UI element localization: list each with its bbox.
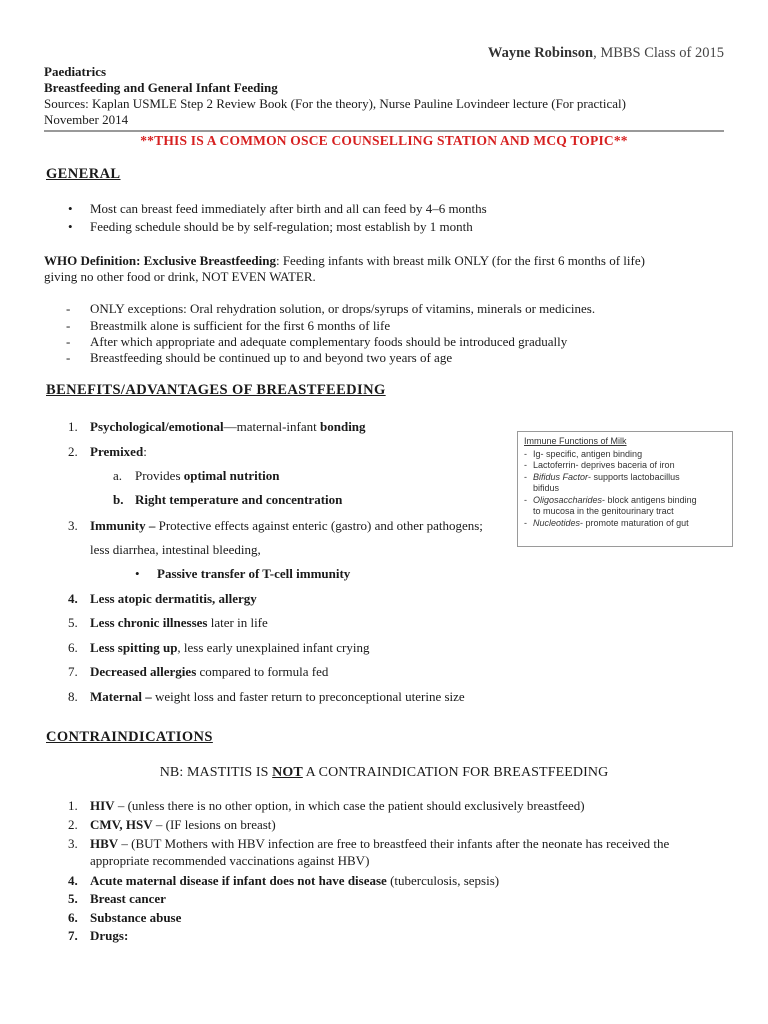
subject-heading: Paediatrics: [44, 64, 107, 79]
contra-item-6: 6.: [68, 910, 78, 925]
benefit-bold: Premixed: [90, 444, 144, 459]
contra-text: – (BUT Mothers with HBV infection are free to breastfeed their infants after the neonate has received the: [118, 836, 670, 851]
contra-text: (tuberculosis, sepsis): [386, 873, 500, 888]
benefit-item-3: 3.: [68, 518, 78, 533]
header-divider: [44, 130, 724, 132]
benefit-item-2-text: [90, 444, 147, 460]
contra-item-4: 4.: [68, 873, 78, 888]
note-text: NB: MASTITIS IS: [159, 765, 273, 780]
benefit-bold: Less spitting up: [90, 640, 178, 655]
benefit-item-8-text: [90, 689, 465, 705]
contra-item-3: 3.: [68, 836, 78, 851]
immune-term: Bifidus Factor: [533, 471, 589, 482]
benefit-item-6: 6.: [68, 640, 78, 655]
note-text: A CONTRAINDICATION FOR BREASTFEEDING: [302, 765, 609, 780]
dash-icon: -: [66, 350, 71, 365]
dash-icon: -: [66, 334, 71, 349]
who-label: WHO Definition: Exclusive Breastfeeding: [44, 253, 276, 268]
general-bullet-1: Most can breast feed immediately after birth and all can feed by 4–6 months: [90, 201, 487, 216]
benefit-item-4-text: Less atopic dermatitis, allergy: [90, 591, 257, 606]
general-dash-1: ONLY exceptions: Oral rehydration solution, or drops/syrups of vitamins, minerals or medicines.: [90, 301, 596, 316]
benefit-item-3-sub: Passive transfer of T-cell immunity: [157, 566, 351, 581]
benefit-item-3-cont: less diarrhea, intestinal bleeding,: [90, 542, 261, 557]
document-title: Breastfeeding and General Infant Feeding: [44, 80, 278, 95]
contra-text: – (IF lesions on breast): [152, 817, 276, 832]
sub-marker-b: b.: [113, 492, 124, 507]
contra-item-2: 2.: [68, 817, 78, 832]
date-line: November 2014: [44, 112, 129, 127]
benefit-item-2a: [135, 468, 279, 484]
osce-banner: **THIS IS A COMMON OSCE COUNSELLING STATION AND MCQ TOPIC**: [140, 133, 628, 148]
general-bullet-2: Feeding schedule should be by self-regulation; most establish by 1 month: [90, 219, 473, 234]
benefit-item-4: 4.: [68, 591, 78, 606]
immune-term: Nucleotides: [533, 517, 581, 528]
contra-item-5: 5.: [68, 891, 78, 906]
contra-item-7: 7.: [68, 928, 78, 943]
contra-item-2-text: [90, 817, 276, 833]
general-heading: GENERAL: [46, 166, 121, 182]
who-definition: [44, 253, 645, 269]
benefit-bold: Psychological/emotional: [90, 419, 224, 434]
sub-marker-a: a.: [113, 468, 123, 483]
immune-row: - Bifidus Factor- supports lactobacillus bifidus: [524, 471, 680, 493]
immune-term: Oligosaccharides: [533, 494, 603, 505]
dash-icon: -: [66, 318, 71, 333]
author-suffix: , MBBS Class of 2015: [593, 45, 724, 61]
bullet-icon: •: [68, 219, 73, 234]
benefit-item-2: 2.: [68, 444, 78, 459]
benefit-item-1: [68, 419, 78, 435]
benefit-text: :: [143, 444, 147, 459]
general-dash-2: Breastmilk alone is sufficient for the first 6 months of life: [90, 318, 391, 333]
benefit-text: weight loss and faster return to preconceptional uterine size: [151, 689, 465, 704]
contra-text: – (unless there is no other option, in which case the patient should exclusively breastfeed): [114, 798, 585, 813]
benefit-item-1-text: [90, 419, 366, 435]
benefit-item-7: 7.: [68, 664, 78, 679]
benefit-bold: Maternal –: [90, 689, 152, 704]
contra-bold: Acute maternal disease if infant does not have disease: [90, 873, 387, 888]
benefit-bold: optimal nutrition: [183, 468, 280, 483]
general-dash-4: Breastfeeding should be continued up to and beyond two years of age: [90, 350, 453, 365]
contraindications-heading: CONTRAINDICATIONS: [46, 729, 213, 745]
benefit-item-3-text: [90, 518, 483, 534]
general-dash-3: After which appropriate and adequate complementary foods should be introduced gradually: [90, 334, 568, 349]
benefit-bold: Immunity –: [90, 518, 156, 533]
benefit-item-6-text: [90, 640, 369, 656]
benefits-heading: BENEFITS/ADVANTAGES OF BREASTFEEDING: [46, 382, 386, 398]
contra-item-6-text: Substance abuse: [90, 910, 182, 925]
benefit-text: , less early unexplained infant crying: [177, 640, 370, 655]
author-name: Wayne Robinson: [487, 45, 594, 61]
immune-row: - Lactoferrin- deprives baceria of iron: [524, 460, 726, 472]
benefit-item-8: 8.: [68, 689, 78, 704]
benefit-item-7-text: [90, 664, 328, 680]
benefit-bold: bonding: [320, 419, 366, 434]
immune-row-text: - block antigens binding: [602, 494, 697, 505]
immune-row: - Nucleotides- promote maturation of gut: [524, 517, 689, 528]
benefit-text: compared to formula fed: [196, 664, 329, 679]
who-definition-cont: giving no other food or drink, NOT EVEN WATER.: [44, 269, 316, 284]
who-text: : Feeding infants with breast milk ONLY (for the first 6 months of life): [275, 253, 645, 268]
benefit-text: Provides: [135, 468, 184, 483]
benefit-item-5: 5.: [68, 615, 78, 630]
benefit-bold: Less chronic illnesses: [90, 615, 208, 630]
bullet-icon: •: [68, 201, 73, 216]
contra-bold: CMV, HSV: [90, 817, 153, 832]
note-emphasis: NOT: [272, 765, 303, 780]
immune-row-text: to mucosa in the genitourinary tract: [533, 506, 674, 516]
contra-item-5-text: Breast cancer: [90, 891, 166, 906]
benefit-item-5-text: [90, 615, 268, 631]
mastitis-note: [0, 765, 768, 781]
contra-bold: HIV: [90, 798, 115, 813]
immune-box-title: Immune Functions of Milk: [524, 436, 627, 446]
contra-item-3-text: [90, 836, 669, 852]
immune-row-text: - promote maturation of gut: [580, 517, 689, 528]
immune-row-text: bifidus: [533, 483, 560, 493]
item-number: 1.: [68, 419, 78, 434]
immune-row: - Oligosaccharides- block antigens binding to mucosa in the genitourinary tract: [524, 494, 697, 516]
contra-item-7-text: Drugs:: [90, 928, 129, 943]
bullet-icon: •: [135, 566, 140, 581]
immune-row-text: Lactoferrin- deprives baceria of iron: [533, 460, 675, 470]
dash-icon: -: [66, 301, 71, 316]
author-line: [488, 45, 724, 62]
benefit-text: —maternal-infant: [223, 419, 320, 434]
immune-row-text: Ig- specific, antigen binding: [533, 448, 643, 459]
contra-item-1: 1.: [68, 798, 78, 813]
contra-bold: HBV: [90, 836, 119, 851]
contra-item-4-text: [90, 873, 499, 889]
benefit-bold: Decreased allergies: [90, 664, 197, 679]
sources-line: Sources: Kaplan USMLE Step 2 Review Book (For the theory), Nurse Pauline Lovindeer lecture (For practical): [44, 96, 626, 111]
immune-row: - Ig- specific, antigen binding: [524, 449, 726, 461]
benefit-item-2b: Right temperature and concentration: [135, 492, 343, 507]
benefit-text: Protective effects against enteric (gastro) and other pathogens;: [155, 518, 483, 533]
benefit-text: later in life: [207, 615, 268, 630]
immune-functions-box: [517, 431, 733, 547]
contra-item-1-text: [90, 798, 585, 814]
contra-item-3-cont: appropriate recommended vaccinations against HBV): [90, 853, 370, 868]
immune-row-text: - supports lactobacillus: [588, 471, 680, 482]
